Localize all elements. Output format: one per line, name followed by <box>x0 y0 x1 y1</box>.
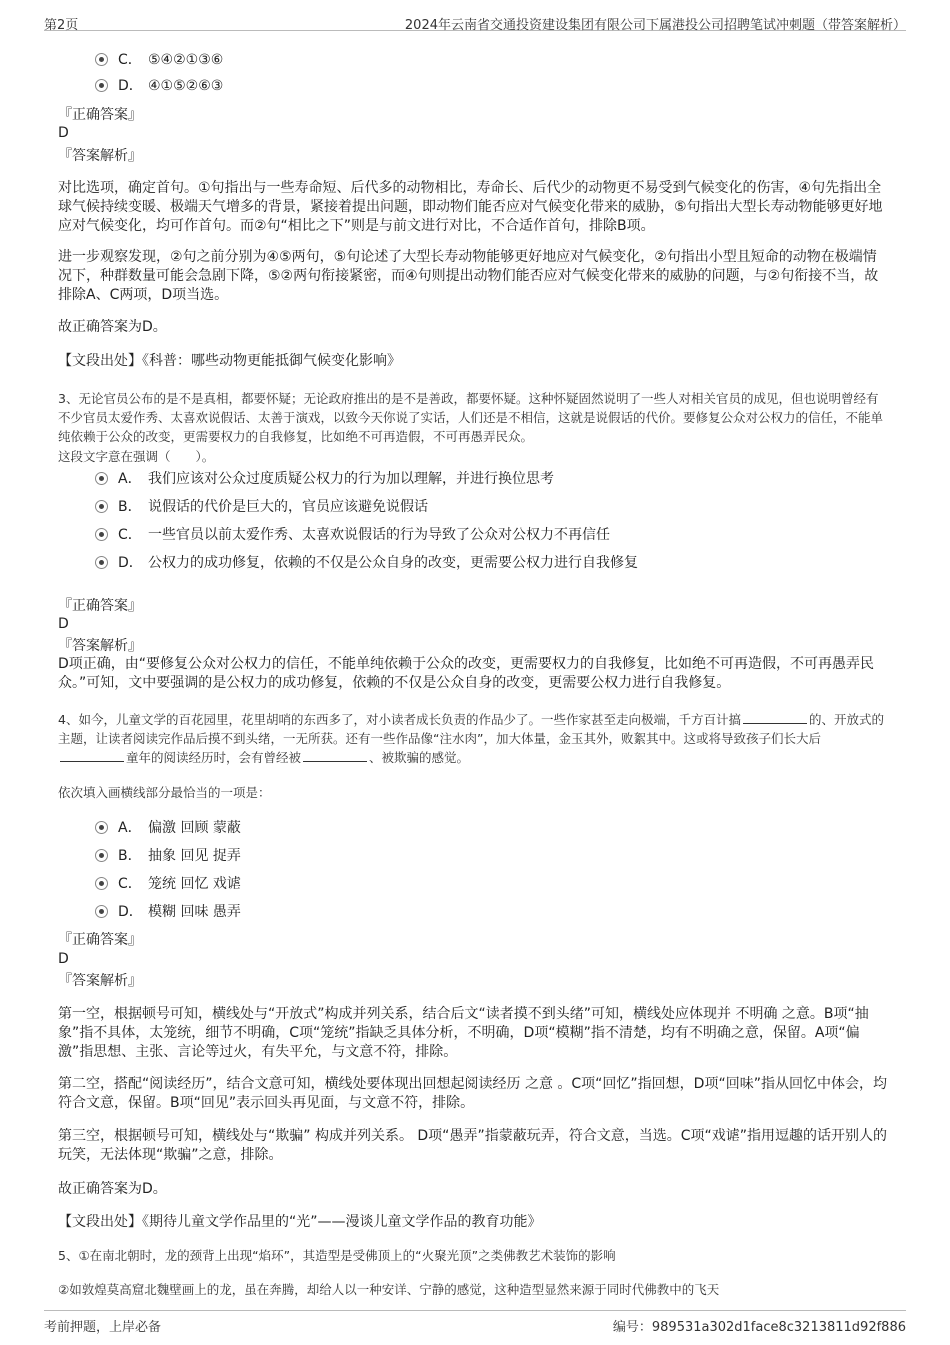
q4-option-b[interactable]: B． 抽象 回见 捉弄 <box>95 845 241 867</box>
q3-option-a[interactable]: A． 我们应该对公众过度质疑公权力的行为加以理解，并进行换位思考 <box>95 468 554 490</box>
q4-answer-label: 『正确答案』 <box>58 932 142 948</box>
q2-analysis-label: 『答案解析』 <box>58 148 142 164</box>
q4-option-c[interactable]: C． 笼统 回忆 戏谑 <box>95 873 241 895</box>
q4-source: 【文段出处】《期待儿童文学作品里的“光”——漫谈儿童文学作品的教育功能》 <box>58 1214 542 1230</box>
radio-icon[interactable] <box>95 53 108 66</box>
q5-line-2: ②如敦煌莫高窟北魏壁画上的龙，虽在奔腾，却给人以一种安详、宁静的感觉，这种造型显然来源于同时代佛教中的飞天 <box>58 1282 720 1297</box>
q4-analysis-label: 『答案解析』 <box>58 973 142 989</box>
q2-analysis-p3: 故正确答案为D。 <box>58 319 167 335</box>
q3-stem: 3、无论官员公布的是不是真相，都要怀疑；无论政府推出的是不是善政，都要怀疑。这种怀疑固然说明了一些人对相关官员的成见，但也说明曾经有不少官员太爱作秀、太喜欢说假话、太善于演戏，以致今天你说了实话，人们还是不相信，这就是说假话的代价。要修复公众对公权力的信任，不能单纯依赖于公众的改变，更需要权力的自我修复，比如绝不可再造假，不可再愚弄民众。 <box>58 391 884 444</box>
q2-answer-label: 『正确答案』 <box>58 107 142 123</box>
q3-answer-label: 『正确答案』 <box>58 598 142 614</box>
q2-source: 【文段出处】《科普：哪些动物更能抵御气候变化影响》 <box>58 353 401 369</box>
q4-prompt: 依次填入画横线部分最恰当的一项是： <box>58 785 271 800</box>
radio-icon[interactable] <box>95 877 108 890</box>
q4-analysis-p1: 第一空，根据顿号可知，横线处与“开放式”构成并列关系，结合后文“读者摸不到头绪”可知，横线处应体现并 不明确 之意。B项“抽象”指不具体，太笼统，细节不明确，C项“笼统”指缺乏具体分析，不明确，D项“模糊”指不清楚，均有不明确之意，保留。A项“偏激”指思想、主张、言论等过火，有失平允，与文意不符，排除。 <box>58 1006 869 1060</box>
q2-option-d[interactable]: D． ④①⑤②⑥③ <box>95 75 223 97</box>
document-id: 编号：989531a302d1face8c3213811d92f886 <box>612 1320 906 1335</box>
radio-icon[interactable] <box>95 556 108 569</box>
q2-analysis-p2: 进一步观察发现，②句之前分别为④⑤两句，⑤句论述了大型长寿动物能够更好地应对气候变化，②句指出小型且短命的动物在极端情况下，种群数量可能会急剧下降，⑤②两句衔接紧密，而④句则提出动物们能否应对气候变化带来的威胁的问题，与②句衔接不当，故排除A、C两项，D项当选。 <box>58 249 879 303</box>
q4-option-d[interactable]: D． 模糊 回味 愚弄 <box>95 901 241 923</box>
q2-analysis-p1: 对比选项，确定首句。①句指出与一些寿命短、后代多的动物相比，寿命长、后代少的动物更不易受到气候变化的伤害，④句先指出全球气候持续变暖、极端天气增多的背景，紧接着提出问题，即动物们能否应对气候变化带来的威胁，⑤句指出大型长寿动物能够更好地应对气候变化，均可作首句。而②句“相比之下”则是与前文进行对比，不合适作首句，排除B项。 <box>58 180 883 234</box>
document-title: 2024年云南省交通投资建设集团有限公司下属港投公司招聘笔试冲刺题（带答案解析） <box>404 18 906 33</box>
blank-1 <box>743 711 807 724</box>
q3-analysis-label: 『答案解析』 <box>58 638 142 654</box>
q3-analysis: D项正确，由“要修复公众对公权力的信任，不能单纯依赖于公众的改变，更需要权力的自我修复，比如绝不可再造假，不可再愚弄民众。”可知，文中要强调的是公权力的成功修复，依赖的不仅是公众自身的改变，更需要公权力进行自我修复。 <box>58 656 875 691</box>
radio-icon[interactable] <box>95 500 108 513</box>
radio-icon[interactable] <box>95 821 108 834</box>
blank-3 <box>303 749 367 762</box>
page-header <box>44 10 906 31</box>
q2-answer: D <box>58 125 69 141</box>
radio-icon[interactable] <box>95 905 108 918</box>
q4-analysis-p4: 故正确答案为D。 <box>58 1181 167 1197</box>
q5-line-1: 5、①在南北朝时，龙的颈背上出现“焰环”，其造型是受佛顶上的“火聚光顶”之类佛教艺术装饰的影响 <box>58 1248 616 1263</box>
footer-slogan: 考前押题，上岸必备 <box>44 1320 162 1335</box>
q4-option-a[interactable]: A． 偏激 回顾 蒙蔽 <box>95 817 241 839</box>
q4-analysis-p3: 第三空，根据顿号可知，横线处与“欺骗” 构成并列关系。 D项“愚弄”指蒙蔽玩弄，符合文意，当选。C项“戏谑”指用逗趣的话开别人的玩笑，无法体现“欺骗”之意，排除。 <box>58 1128 887 1163</box>
q4-answer: D <box>58 951 69 967</box>
q3-option-b[interactable]: B． 说假话的代价是巨大的，官员应该避免说假话 <box>95 496 428 518</box>
q3-option-c[interactable]: C． 一些官员以前太爱作秀、太喜欢说假话的行为导致了公众对公权力不再信任 <box>95 524 610 546</box>
q3-prompt: 这段文字意在强调（ ）。 <box>58 449 215 464</box>
q4-analysis-p2: 第二空，搭配“阅读经历”，结合文意可知，横线处要体现出回想起阅读经历 之意 。C项“回忆”指回想，D项“回味”指从回忆中体会，均符合文意，保留。B项“回见”表示回头再见面，与文意不符，排除。 <box>58 1076 887 1111</box>
page-number: 第2页 <box>44 18 79 33</box>
q3-answer: D <box>58 616 69 632</box>
page-footer <box>44 1310 906 1333</box>
radio-icon[interactable] <box>95 849 108 862</box>
radio-icon[interactable] <box>95 472 108 485</box>
radio-icon[interactable] <box>95 528 108 541</box>
q2-option-c[interactable]: C． ⑤④②①③⑥ <box>95 49 223 71</box>
q4-stem: 4、如今，儿童文学的百花园里，花里胡哨的东西多了，对小读者成长负责的作品少了。一些作家甚至走向极端，千方百计搞 的、开放式的主题，让读者阅读完作品后摸不到头绪，一无所获。还有一些作品像“注水肉”，加大体量，金玉其外，败絮其中。这或将导致孩子们长大后童年的阅读经历时，会有曾经被 、被欺骗的感觉。 <box>58 712 884 765</box>
blank-2 <box>60 749 124 762</box>
q3-option-d[interactable]: D． 公权力的成功修复，依赖的不仅是公众自身的改变，更需要公权力进行自我修复 <box>95 552 638 574</box>
radio-icon[interactable] <box>95 79 108 92</box>
